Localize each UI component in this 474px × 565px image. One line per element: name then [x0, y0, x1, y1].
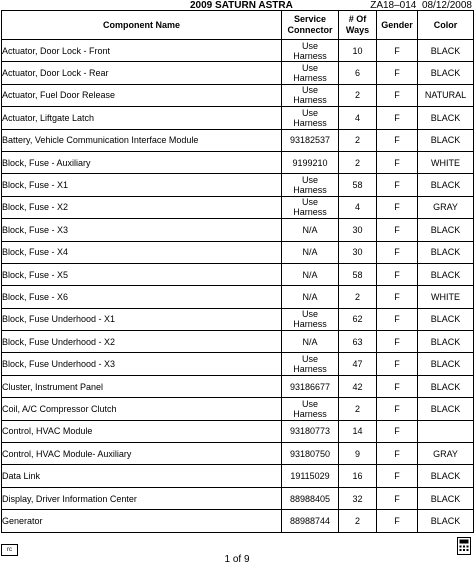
- service-connector-text: N/A: [302, 247, 318, 258]
- cell-component-name: Block, Fuse Underhood - X3: [2, 353, 282, 375]
- cell-color: [418, 420, 474, 442]
- cell-gender: F: [377, 398, 418, 420]
- table-row: [2, 40, 474, 62]
- cell-ways: 62: [339, 308, 377, 330]
- service-connector-text: 93180773: [289, 426, 331, 437]
- cell-color: BLACK: [418, 375, 474, 397]
- service-connector-text: Harness: [293, 95, 327, 106]
- cell-component-name: Block, Fuse - X6: [2, 286, 282, 308]
- table-row: [2, 443, 474, 465]
- cell-gender: F: [377, 331, 418, 353]
- cell-ways: 9: [339, 443, 377, 465]
- cell-component-name: Block, Fuse - X1: [2, 174, 282, 196]
- col-header-gender: Gender: [377, 11, 418, 40]
- service-connector-text: Use: [301, 85, 318, 96]
- cell-gender: F: [377, 420, 418, 442]
- service-connector-text: N/A: [302, 224, 318, 235]
- cell-component-name: Cluster, Instrument Panel: [2, 375, 282, 397]
- cell-gender: F: [377, 151, 418, 173]
- service-connector-text: Harness: [293, 319, 327, 330]
- cell-component-name: Block, Fuse - X2: [2, 196, 282, 218]
- cell-color: NATURAL: [418, 84, 474, 106]
- cell-gender: F: [377, 465, 418, 487]
- cell-service-connector: [282, 196, 339, 218]
- cell-component-name: Display, Driver Information Center: [2, 487, 282, 509]
- service-connector-text: Use: [301, 197, 318, 208]
- service-connector-text: Use: [301, 309, 318, 320]
- cell-color: BLACK: [418, 510, 474, 532]
- table-row: [2, 174, 474, 196]
- table-row: [2, 129, 474, 151]
- cell-component-name: Block, Fuse - Auxiliary: [2, 151, 282, 173]
- cell-component-name: Control, HVAC Module- Auxiliary: [2, 443, 282, 465]
- cell-ways: 4: [339, 107, 377, 129]
- cell-gender: F: [377, 219, 418, 241]
- table-header-row: [2, 11, 474, 40]
- table-row: [2, 62, 474, 84]
- service-connector-text: 88988744: [289, 515, 331, 526]
- service-connector-text: 88988405: [289, 493, 331, 504]
- cell-color: BLACK: [418, 62, 474, 84]
- cell-component-name: Actuator, Fuel Door Release: [2, 84, 282, 106]
- cell-component-name: Block, Fuse Underhood - X2: [2, 331, 282, 353]
- cell-gender: F: [377, 443, 418, 465]
- cell-component-name: Coil, A/C Compressor Clutch: [2, 398, 282, 420]
- cell-component-name: Battery, Vehicle Communication Interface Module: [2, 129, 282, 151]
- table-row: [2, 420, 474, 442]
- cell-color: GRAY: [418, 443, 474, 465]
- cell-service-connector: [282, 308, 339, 330]
- cell-service-connector: [282, 84, 339, 106]
- cell-service-connector: [282, 353, 339, 375]
- cell-gender: F: [377, 40, 418, 62]
- cell-color: WHITE: [418, 286, 474, 308]
- cell-service-connector: [282, 151, 339, 173]
- cell-service-connector: [282, 487, 339, 509]
- cell-color: BLACK: [418, 331, 474, 353]
- table-row: [2, 510, 474, 532]
- table-row: [2, 286, 474, 308]
- service-connector-text: 93186677: [289, 381, 331, 392]
- cell-component-name: Actuator, Door Lock - Rear: [2, 62, 282, 84]
- table-row: [2, 107, 474, 129]
- cell-service-connector: [282, 174, 339, 196]
- cell-component-name: Actuator, Liftgate Latch: [2, 107, 282, 129]
- cell-ways: 2: [339, 151, 377, 173]
- col-header-color: Color: [418, 11, 474, 40]
- cell-ways: 10: [339, 40, 377, 62]
- calculator-icon: [457, 537, 471, 555]
- cell-ways: 4: [339, 196, 377, 218]
- connector-table: [1, 10, 474, 533]
- service-connector-text: Use: [301, 398, 318, 409]
- cell-gender: F: [377, 62, 418, 84]
- cell-color: BLACK: [418, 241, 474, 263]
- cell-gender: F: [377, 263, 418, 285]
- cell-color: BLACK: [418, 40, 474, 62]
- service-connector-text: 19115029: [290, 471, 330, 482]
- cell-color: BLACK: [418, 487, 474, 509]
- service-connector-text: Use: [301, 354, 318, 365]
- service-connector-text: Use: [301, 107, 318, 118]
- service-connector-text: 93180750: [289, 448, 331, 459]
- cell-gender: F: [377, 375, 418, 397]
- cell-ways: 42: [339, 375, 377, 397]
- cell-gender: F: [377, 129, 418, 151]
- cell-ways: 30: [339, 219, 377, 241]
- cell-gender: F: [377, 196, 418, 218]
- cell-service-connector: [282, 263, 339, 285]
- cell-component-name: Block, Fuse - X4: [2, 241, 282, 263]
- rc-badge: rc: [1, 544, 18, 556]
- table-row: [2, 196, 474, 218]
- cell-ways: 47: [339, 353, 377, 375]
- col-header-ways: # Of Ways: [339, 11, 377, 40]
- cell-color: BLACK: [418, 263, 474, 285]
- cell-ways: 2: [339, 286, 377, 308]
- cell-component-name: Control, HVAC Module: [2, 420, 282, 442]
- service-connector-text: 93182537: [289, 135, 331, 146]
- service-connector-text: Harness: [293, 117, 327, 128]
- service-connector-text: N/A: [302, 291, 318, 302]
- cell-color: GRAY: [418, 196, 474, 218]
- cell-color: BLACK: [418, 465, 474, 487]
- cell-component-name: Generator: [2, 510, 282, 532]
- page-number: 1 of 9: [224, 554, 250, 565]
- cell-gender: F: [377, 174, 418, 196]
- table-row: [2, 398, 474, 420]
- cell-service-connector: [282, 219, 339, 241]
- cell-ways: 63: [339, 331, 377, 353]
- table-row: [2, 308, 474, 330]
- cell-service-connector: [282, 465, 339, 487]
- cell-service-connector: [282, 40, 339, 62]
- cell-ways: 16: [339, 465, 377, 487]
- doc-date: 08/12/2008: [421, 0, 472, 11]
- table-row: [2, 465, 474, 487]
- cell-ways: 2: [339, 510, 377, 532]
- cell-ways: 30: [339, 241, 377, 263]
- table-row: [2, 375, 474, 397]
- service-connector-text: Use: [301, 175, 318, 186]
- table-row: [2, 241, 474, 263]
- document-title: 2009 SATURN ASTRA: [190, 0, 293, 11]
- cell-service-connector: [282, 420, 339, 442]
- cell-service-connector: [282, 398, 339, 420]
- table-row: [2, 353, 474, 375]
- cell-ways: 58: [339, 174, 377, 196]
- cell-color: BLACK: [418, 219, 474, 241]
- cell-ways: 2: [339, 129, 377, 151]
- cell-ways: 6: [339, 62, 377, 84]
- table-body: [2, 40, 474, 533]
- cell-component-name: Actuator, Door Lock - Front: [2, 40, 282, 62]
- cell-component-name: Block, Fuse Underhood - X1: [2, 308, 282, 330]
- cell-service-connector: [282, 107, 339, 129]
- col-header-service-connector: Service Connector: [282, 11, 339, 40]
- cell-ways: 2: [339, 84, 377, 106]
- service-connector-text: 9199210: [292, 157, 328, 168]
- table-row: [2, 84, 474, 106]
- cell-color: WHITE: [418, 151, 474, 173]
- service-connector-text: Harness: [293, 73, 327, 84]
- cell-gender: F: [377, 286, 418, 308]
- cell-gender: F: [377, 353, 418, 375]
- cell-color: BLACK: [418, 308, 474, 330]
- cell-color: BLACK: [418, 107, 474, 129]
- table-row: [2, 219, 474, 241]
- cell-component-name: Block, Fuse - X5: [2, 263, 282, 285]
- doc-ref: ZA18–014: [370, 0, 417, 11]
- cell-gender: F: [377, 84, 418, 106]
- cell-gender: F: [377, 487, 418, 509]
- cell-ways: 2: [339, 398, 377, 420]
- cell-component-name: Data Link: [2, 465, 282, 487]
- cell-service-connector: [282, 375, 339, 397]
- service-connector-text: Use: [301, 40, 318, 51]
- table-row: [2, 151, 474, 173]
- table-row: [2, 331, 474, 353]
- cell-color: BLACK: [418, 353, 474, 375]
- cell-color: BLACK: [418, 129, 474, 151]
- service-connector-text: N/A: [302, 269, 318, 280]
- cell-color: BLACK: [418, 174, 474, 196]
- cell-service-connector: [282, 129, 339, 151]
- cell-gender: F: [377, 107, 418, 129]
- service-connector-text: Harness: [293, 408, 327, 419]
- cell-ways: 32: [339, 487, 377, 509]
- cell-gender: F: [377, 308, 418, 330]
- cell-ways: 58: [339, 263, 377, 285]
- cell-service-connector: [282, 510, 339, 532]
- cell-color: BLACK: [418, 398, 474, 420]
- service-connector-text: Harness: [293, 207, 327, 218]
- service-connector-text: Harness: [293, 50, 327, 61]
- cell-gender: F: [377, 510, 418, 532]
- service-connector-text: N/A: [302, 336, 318, 347]
- table-row: [2, 263, 474, 285]
- cell-service-connector: [282, 331, 339, 353]
- cell-service-connector: [282, 443, 339, 465]
- cell-service-connector: [282, 286, 339, 308]
- cell-component-name: Block, Fuse - X3: [2, 219, 282, 241]
- cell-ways: 14: [339, 420, 377, 442]
- cell-service-connector: [282, 62, 339, 84]
- service-connector-text: Use: [301, 63, 318, 74]
- col-header-component: Component Name: [2, 11, 282, 40]
- cell-gender: F: [377, 241, 418, 263]
- cell-service-connector: [282, 241, 339, 263]
- service-connector-text: Harness: [293, 185, 327, 196]
- table-row: [2, 487, 474, 509]
- service-connector-text: Harness: [293, 364, 327, 375]
